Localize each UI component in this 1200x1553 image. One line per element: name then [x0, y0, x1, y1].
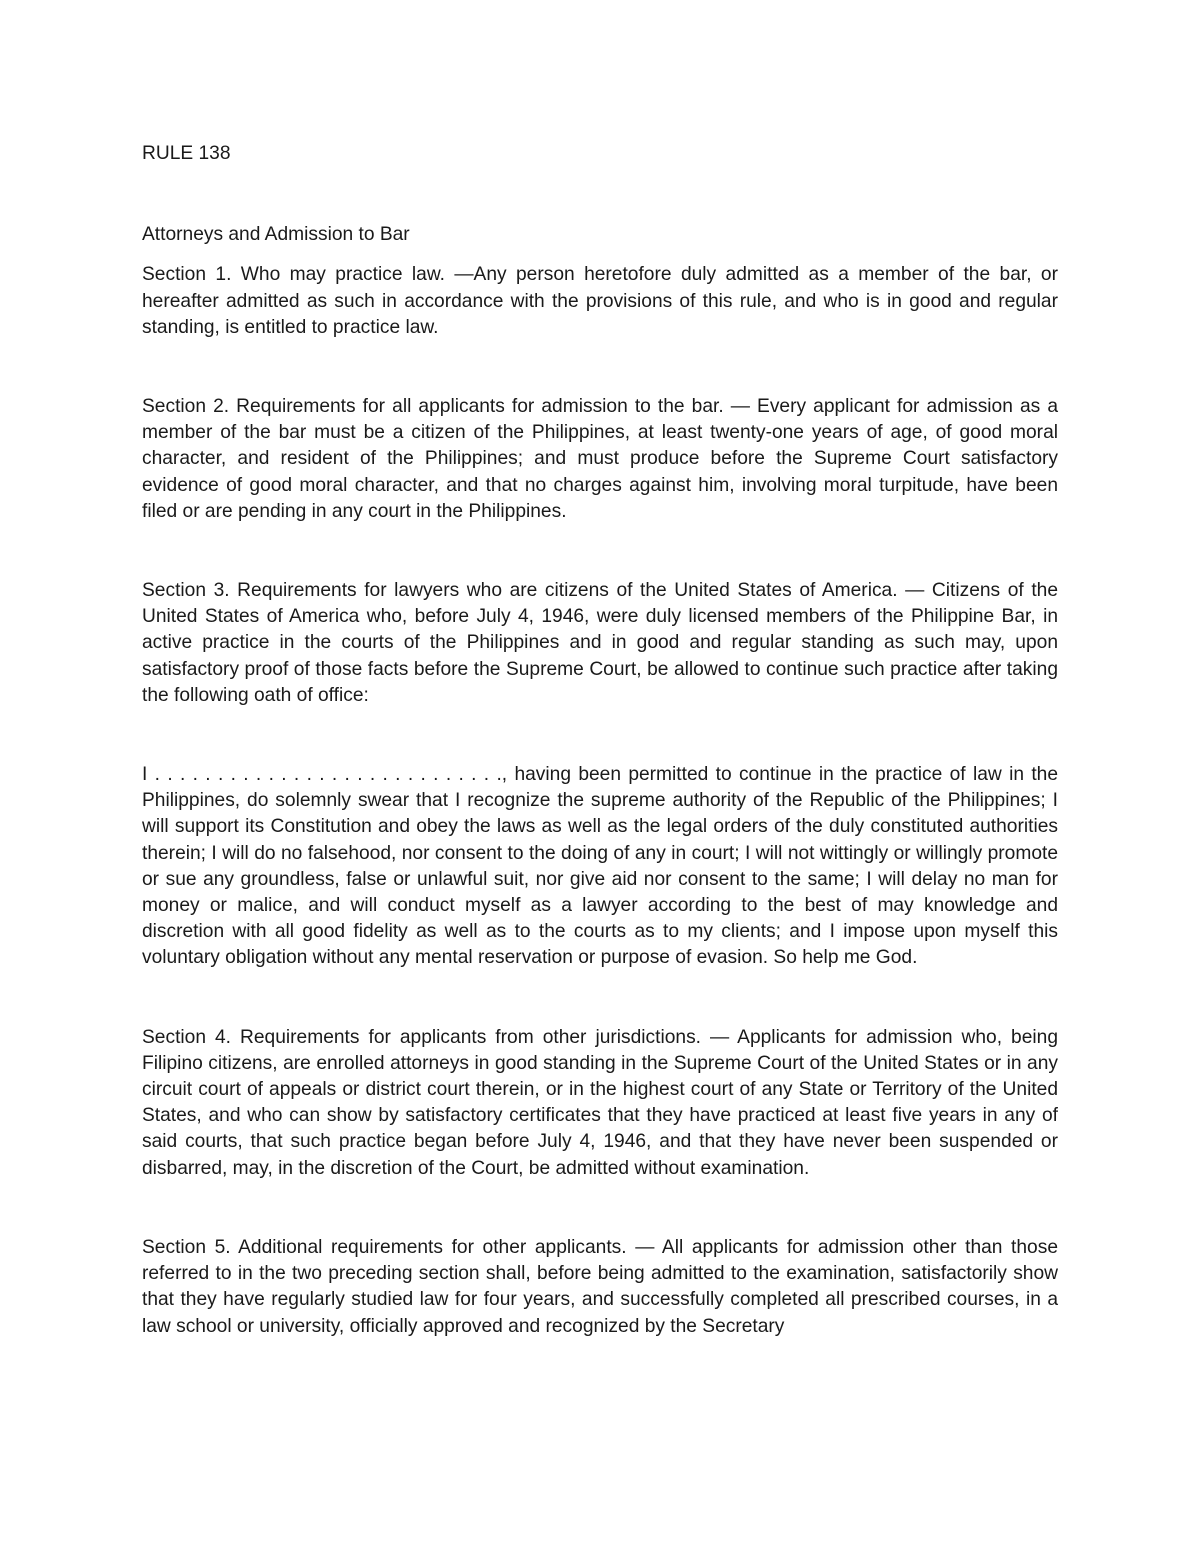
section-1-paragraph: Section 1. Who may practice law. —Any person heretofore duly admitted as a member of the bar, or hereafter admitted as such in accordance with the provisions of this rule, and who is in good and regular standing, is entitled to practice law.: [142, 264, 1058, 338]
document-body: [142, 141, 1058, 1340]
section-4-paragraph: Section 4. Requirements for applicants from other jurisdictions. — Applicants for admission who, being Filipino citizens, are enrolled attorneys in good standing in the Supreme Court of the United States or in any circuit court of appeals or district court therein, or in the highest court of any State or Territory of the United States, and who can show by satisfactory certificates that they have practiced at least five years in any of said courts, that such practice began before July 4, 1946, and that they have never been suspended or disbarred, may, in the discretion of the Court, be admitted without examination.: [142, 1026, 1058, 1179]
section-5-paragraph: Section 5. Additional requirements for other applicants. — All applicants for admission other than those referred to in the two preceding section shall, before being admitted to the examination, satisfactorily show that they have regularly studied law for four years, and successfully completed all prescribed courses, in a law school or university, officially approved and recognized by the Secretary: [142, 1236, 1058, 1337]
rule-subtitle: Attorneys and Admission to Bar: [142, 224, 410, 246]
section-2-paragraph: Section 2. Requirements for all applicants for admission to the bar. — Every applicant for admission as a member of the bar must be a citizen of the Philippines, at least twenty-one years of age, of good moral character, and resident of the Philippines; and must produce before the Supreme Court satisfactory evidence of good moral character, and that no charges against him, involving moral turpitude, have been filed or are pending in any court in the Philippines.: [142, 396, 1058, 522]
section-3-paragraph: Section 3. Requirements for lawyers who are citizens of the United States of America. — Citizens of the United States of America who, before July 4, 1946, were duly licensed members of the Philippine Bar, in active practice in the courts of the Philippines and in good and regular standing as such may, upon satisfactory proof of those facts before the Supreme Court, be allowed to continue such practice after taking the following oath of office:: [142, 580, 1058, 706]
rule-title: RULE 138: [142, 143, 231, 164]
oath-paragraph: I . . . . . . . . . . . . . . . . . . . . . . . . . . . ., having been permitted to continue in the practice of law in the Philippines, do solemnly swear that I recognize the supreme authority of the Republic of the Philippines; I will support its Constitution and obey the laws as well as the legal orders of the duly constituted authorities therein; I will do no falsehood, nor consent to the doing of any in court; I will not wittingly or willingly promote or sue any groundless, false or unlawful suit, nor give aid nor consent to the same; I will delay no man for money or malice, and will conduct myself as a lawyer according to the best of may knowledge and discretion with all good fidelity as well as to the courts as to my clients; and I impose upon myself this voluntary obligation without any mental reservation or purpose of evasion. So help me God.: [142, 764, 1058, 969]
